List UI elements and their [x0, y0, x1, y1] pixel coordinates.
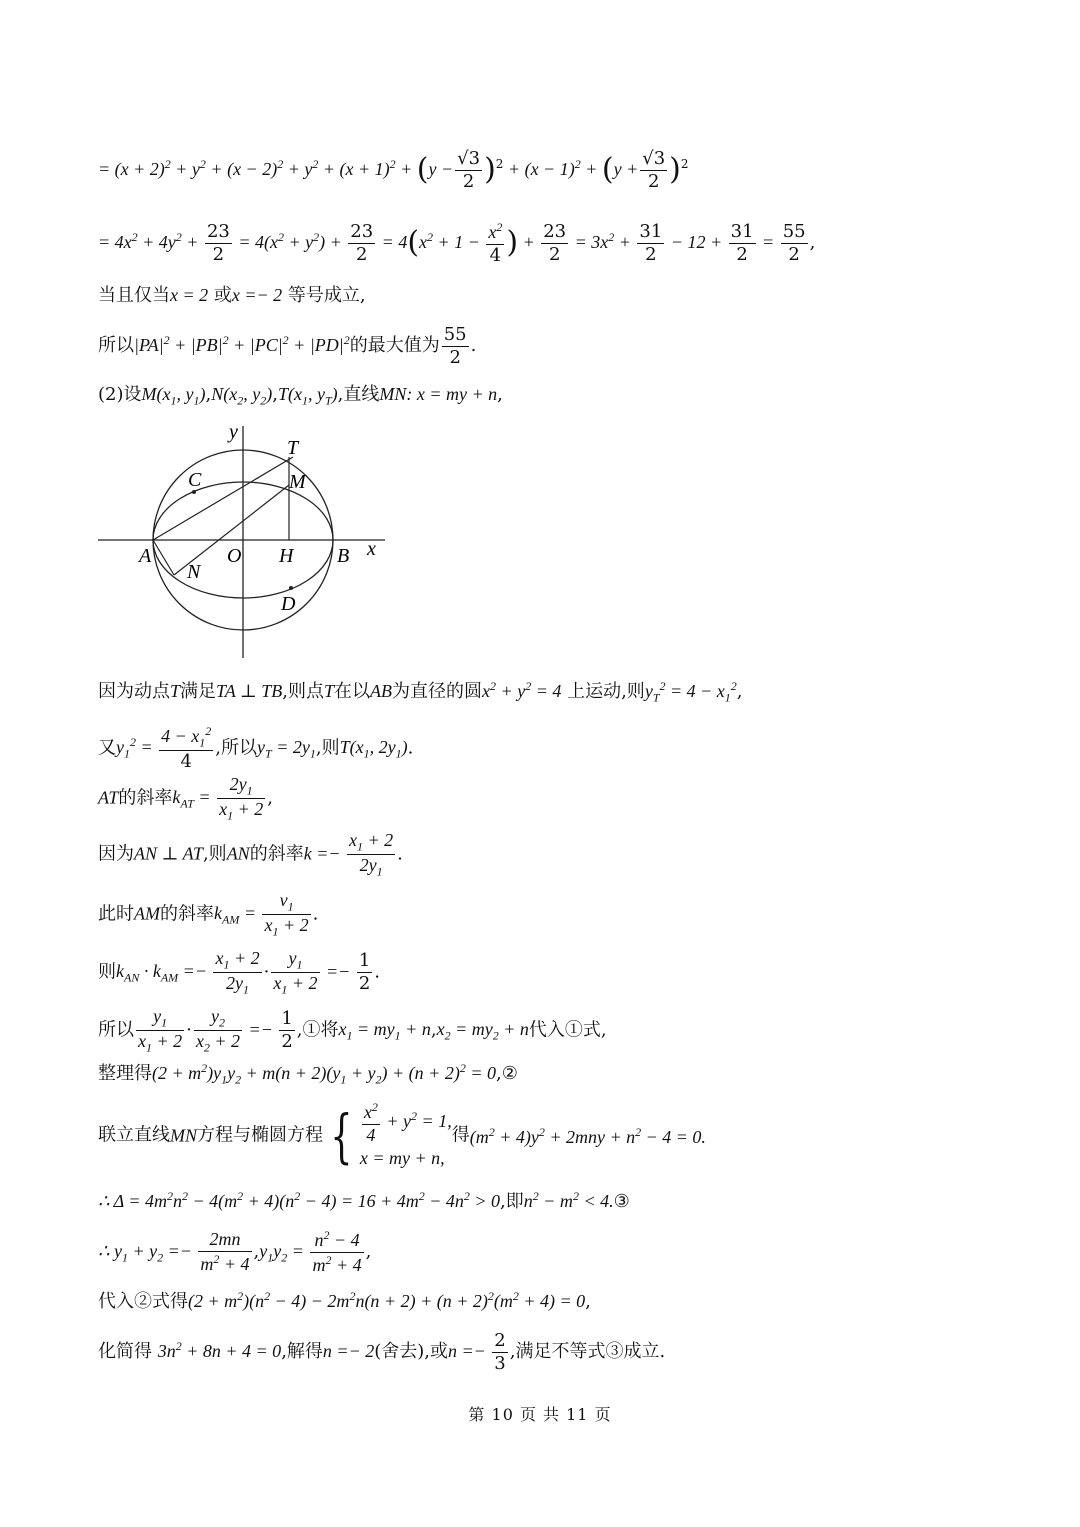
text-segment: 则 — [98, 961, 116, 983]
text-segment: 上运动,则 — [567, 681, 645, 702]
equation-line-1: = $(x + 2)^2 + y^2 + (x - 2)^2 + y^2 + (x + 1)^2 + (y$ − $\frac{√3}{2}$ )$^2 + (x - 1)^2 + (y$ + $\frac{√3}{2}$ )$^2$ — [98, 148, 689, 192]
label-B: B — [337, 545, 350, 567]
text-segment: 所以 — [98, 1019, 134, 1041]
label-C: C — [188, 469, 202, 491]
text-segment: 化简得 — [98, 1341, 152, 1363]
text-segment: 代入①式, — [528, 1019, 607, 1041]
text-segment: 因为 — [98, 843, 134, 865]
system-line: 联立直线MN方程与椭圆方程 { $\frac{x^2}{4}$ + $y^2 = 1$, x = my + n, 得$(m^2 + 4)y^2 + 2mny + n^2 - 4 = 0$. — [98, 1100, 706, 1170]
text-segment: 等号成立, — [287, 285, 366, 306]
label-T: T — [287, 437, 299, 459]
equation-1-line: 所以 $\frac{y_1}{x_1 + 2}$ · $\frac{y_2}{x_2 + 2}$ =− $\frac{1}{2}$ ,①将$x_1 = my_1 + n,x_2 = my_2 + n$代入①式, — [98, 1006, 607, 1055]
circle-line: 因为动点T满足TA ⊥ TB,则点T在以AB为直径的圆$x^2 + y^2 = 4$ 上运动,则$y_T^2 = 4 - x_1^2$, — [98, 679, 743, 705]
text-segment: ,则点 — [282, 681, 325, 702]
yT-line: 又$y_1^2$ = $\frac{4 - x_1^2}{4}$ ,所以$y_T = 2y_1$,则$T(x_1$, $2y_1$). — [98, 724, 414, 772]
discriminant-line: ∴ $\Delta = 4m^2n^2 - 4(m^2 + 4)(n^2 - 4) = 16 + 4m^2 - 4n^2 > 0$,即$n^2 - m^2$ < 4.③ — [98, 1189, 630, 1212]
page-footer: 第 10 页 共 11 页 — [468, 1405, 612, 1424]
text-segment: 联立直线 — [98, 1124, 170, 1146]
label-A: A — [139, 545, 152, 567]
text-segment: ,则 — [315, 737, 340, 759]
vieta-line: ∴ $y_1 + y_2$ =− $\frac{2mn}{m^2 + 4}$ $,y_1y_2$ = $\frac{n^2 - 4}{m^2 + 4}$ , — [98, 1228, 372, 1275]
substitution-line: 代入②式得$(2 + m^2)(n^2 - 4) - 2m^2n(n + 2) + (n + 2)^2(m^2 + 4) = 0$, — [98, 1289, 591, 1312]
text-segment: 在以 — [334, 681, 371, 702]
label-N: N — [187, 561, 201, 583]
text-segment: ,解得 — [281, 1341, 323, 1363]
text-segment: 得 — [451, 1124, 470, 1146]
line-AN — [153, 540, 174, 575]
label-O: O — [227, 545, 242, 567]
label-M: M — [289, 471, 306, 493]
text-segment: 为直径的圆 — [392, 681, 483, 702]
equation-2-line: 整理得$(2 + m^2)y_1y_2 + m(n + 2)(y_1 + y_2) + (n + 2)^2$ = 0,② — [98, 1061, 518, 1087]
text-segment: 方程与椭圆方程 — [197, 1124, 323, 1146]
slope-AN-line: 因为AN ⊥ AT,则AN的斜率k =− $\frac{x_1 + 2}{2y_1}$ . — [98, 830, 403, 879]
label-H: H — [279, 545, 294, 567]
text-segment: ,即 — [500, 1191, 524, 1212]
text-segment: 因为动点 — [98, 681, 170, 702]
text-segment: 又 — [98, 737, 116, 759]
text-segment: 的最大值为 — [349, 335, 440, 357]
text-segment: 直线 — [343, 384, 380, 405]
point-D — [289, 586, 293, 590]
text-segment: 满足 — [180, 681, 217, 702]
text-segment: 的斜率 — [118, 787, 173, 809]
text-segment: ③ — [613, 1191, 630, 1212]
text-segment: ,则 — [202, 843, 227, 865]
text-segment: 整理得 — [98, 1063, 152, 1084]
text-segment: 的斜率 — [160, 903, 214, 925]
text-segment: ,所以 — [215, 737, 258, 759]
condition-line: 当且仅当x = 2 或x =− 2 等号成立, — [98, 285, 366, 306]
label-D: D — [281, 593, 296, 615]
text-segment: (舍去),或 — [374, 1341, 448, 1363]
text-segment: (2)设 — [98, 384, 142, 405]
label-x: x — [367, 538, 376, 560]
slope-AT-line: AT的斜率$k_{AT}$ = $\frac{2y_1}{x_1 + 2}$ , — [98, 774, 273, 823]
text-segment: 当且仅当 — [98, 285, 170, 306]
slope-AM-line: 此时AM的斜率$k_{AM}$ = $\frac{v_1}{x_1 + 2}$ . — [98, 890, 319, 939]
product-line: 则$k_{AN} \cdot k_{AM}$ =− $\frac{x_1 + 2}{2y_1}$ · $\frac{y_1}{x_1 + 2}$ =− $\frac{1}{2}$ . — [98, 948, 380, 997]
text-segment: 此时 — [98, 903, 134, 925]
text-segment: ,①将 — [296, 1019, 339, 1041]
solution-line: 化简得 $3n^2 + 8n + 4 = 0$,解得n =− 2(舍去),或n =− $\frac{2}{3}$ ,满足不等式③成立. — [98, 1330, 666, 1374]
equation-line-2: = $4x^2 + 4y^2$ + $\frac{23}{2}$ = $4(x^2 + y^2)$ + $\frac{23}{2}$ = $4(x^2 + 1$ − $\frac{x^2}{4}$ ) + $\frac{23}{2}$ = $3x^2$ + $\frac{31}{2}$ − 12 + $\frac{31}{2}$ = $\frac{55}{2}$ , — [98, 220, 816, 266]
text-segment: 的斜率 — [249, 843, 304, 865]
part2-line: (2)设$M(x_1$, $y_1),N(x_2$, $y_2),T(x_1$, $y_T$),直线MN: x = my + n, — [98, 384, 503, 408]
label-y: y — [229, 421, 238, 443]
text-segment: 代入②式得 — [98, 1291, 188, 1312]
max-value-line: 所以$|PA|^2 + |PB|^2 + |PC|^2 + |PD|^2$的最大值为 $\frac{55}{2}$ . — [98, 324, 477, 368]
ellipse-circle-figure — [95, 420, 395, 660]
text-segment: ,满足不等式③成立. — [509, 1341, 666, 1363]
